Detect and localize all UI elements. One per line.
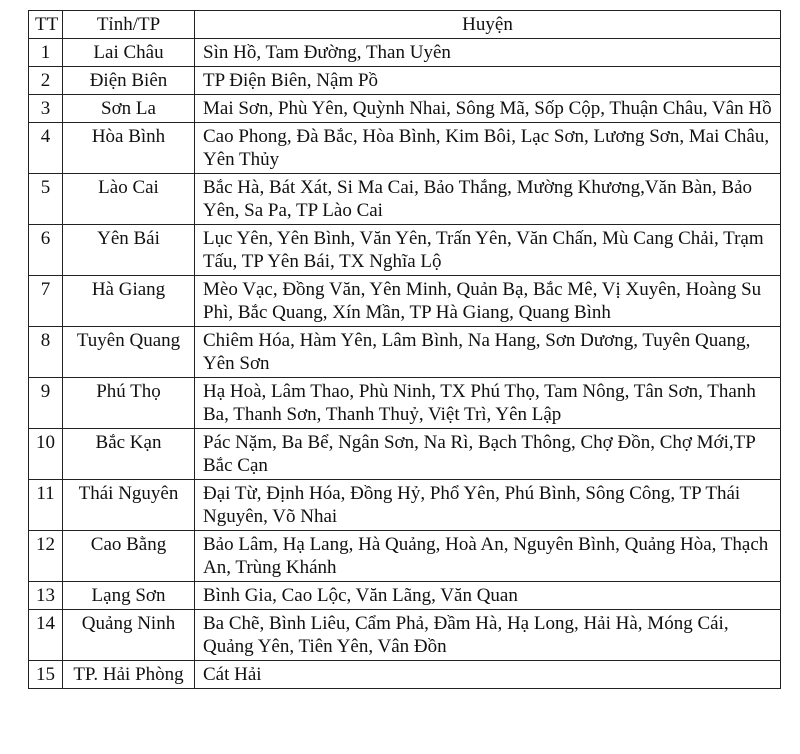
district-list: Cao Phong, Đà Bắc, Hòa Bình, Kim Bôi, Lạc Sơn, Lương Sơn, Mai Châu, Yên Thủy	[195, 123, 781, 174]
row-number: 3	[29, 95, 63, 123]
row-number: 9	[29, 378, 63, 429]
district-table	[28, 10, 781, 689]
row-number: 11	[29, 480, 63, 531]
header-tt: TT	[29, 11, 63, 39]
table-row	[29, 225, 781, 276]
header-province: Tỉnh/TP	[63, 11, 195, 39]
table-row	[29, 661, 781, 689]
row-number: 13	[29, 582, 63, 610]
table-row	[29, 480, 781, 531]
row-number: 6	[29, 225, 63, 276]
table-row	[29, 95, 781, 123]
header-row	[29, 11, 781, 39]
district-list: Ba Chẽ, Bình Liêu, Cẩm Phả, Đầm Hà, Hạ Long, Hải Hà, Móng Cái, Quảng Yên, Tiên Yên, Vân Đồn	[195, 610, 781, 661]
district-list: Hạ Hoà, Lâm Thao, Phù Ninh, TX Phú Thọ, Tam Nông, Tân Sơn, Thanh Ba, Thanh Sơn, Thanh Thuỷ, Việt Trì, Yên Lập	[195, 378, 781, 429]
table-row	[29, 582, 781, 610]
table-row	[29, 39, 781, 67]
table-row	[29, 123, 781, 174]
row-number: 14	[29, 610, 63, 661]
table-row	[29, 276, 781, 327]
table-row	[29, 531, 781, 582]
row-number: 8	[29, 327, 63, 378]
district-list: Lục Yên, Yên Bình, Văn Yên, Trấn Yên, Văn Chấn, Mù Cang Chải, Trạm Tấu, TP Yên Bái, TX Nghĩa Lộ	[195, 225, 781, 276]
district-list: Cát Hải	[195, 661, 781, 689]
province-name: Điện Biên	[63, 67, 195, 95]
province-name: Phú Thọ	[63, 378, 195, 429]
table-row	[29, 174, 781, 225]
table-row	[29, 67, 781, 95]
province-name: Lào Cai	[63, 174, 195, 225]
table-row	[29, 378, 781, 429]
province-name: Lạng Sơn	[63, 582, 195, 610]
district-list: Bình Gia, Cao Lộc, Văn Lãng, Văn Quan	[195, 582, 781, 610]
province-name: Hòa Bình	[63, 123, 195, 174]
row-number: 15	[29, 661, 63, 689]
province-name: Quảng Ninh	[63, 610, 195, 661]
row-number: 7	[29, 276, 63, 327]
district-list: Sìn Hồ, Tam Đường, Than Uyên	[195, 39, 781, 67]
district-list: Đại Từ, Định Hóa, Đồng Hỷ, Phổ Yên, Phú Bình, Sông Công, TP Thái Nguyên, Võ Nhai	[195, 480, 781, 531]
province-name: Cao Bằng	[63, 531, 195, 582]
table-row	[29, 610, 781, 661]
province-name: Tuyên Quang	[63, 327, 195, 378]
row-number: 4	[29, 123, 63, 174]
table-row	[29, 429, 781, 480]
province-name: Thái Nguyên	[63, 480, 195, 531]
province-name: Bắc Kạn	[63, 429, 195, 480]
header-districts: Huyện	[195, 11, 781, 39]
district-list: TP Điện Biên, Nậm Pồ	[195, 67, 781, 95]
province-name: Hà Giang	[63, 276, 195, 327]
district-list: Chiêm Hóa, Hàm Yên, Lâm Bình, Na Hang, Sơn Dương, Tuyên Quang, Yên Sơn	[195, 327, 781, 378]
district-list: Bắc Hà, Bát Xát, Si Ma Cai, Bảo Thắng, Mường Khương,Văn Bàn, Bảo Yên, Sa Pa, TP Lào Cai	[195, 174, 781, 225]
district-list: Bảo Lâm, Hạ Lang, Hà Quảng, Hoà An, Nguyên Bình, Quảng Hòa, Thạch An, Trùng Khánh	[195, 531, 781, 582]
row-number: 2	[29, 67, 63, 95]
province-name: Yên Bái	[63, 225, 195, 276]
district-table-container	[28, 10, 780, 689]
table-body	[29, 39, 781, 689]
province-name: TP. Hải Phòng	[63, 661, 195, 689]
province-name: Lai Châu	[63, 39, 195, 67]
district-list: Mèo Vạc, Đồng Văn, Yên Minh, Quản Bạ, Bắc Mê, Vị Xuyên, Hoàng Su Phì, Bắc Quang, Xín Mần, TP Hà Giang, Quang Bình	[195, 276, 781, 327]
row-number: 1	[29, 39, 63, 67]
row-number: 5	[29, 174, 63, 225]
district-list: Pác Nặm, Ba Bể, Ngân Sơn, Na Rì, Bạch Thông, Chợ Đồn, Chợ Mới,TP Bắc Cạn	[195, 429, 781, 480]
table-row	[29, 327, 781, 378]
province-name: Sơn La	[63, 95, 195, 123]
row-number: 10	[29, 429, 63, 480]
row-number: 12	[29, 531, 63, 582]
district-list: Mai Sơn, Phù Yên, Quỳnh Nhai, Sông Mã, Sốp Cộp, Thuận Châu, Vân Hồ	[195, 95, 781, 123]
table-header	[29, 11, 781, 39]
